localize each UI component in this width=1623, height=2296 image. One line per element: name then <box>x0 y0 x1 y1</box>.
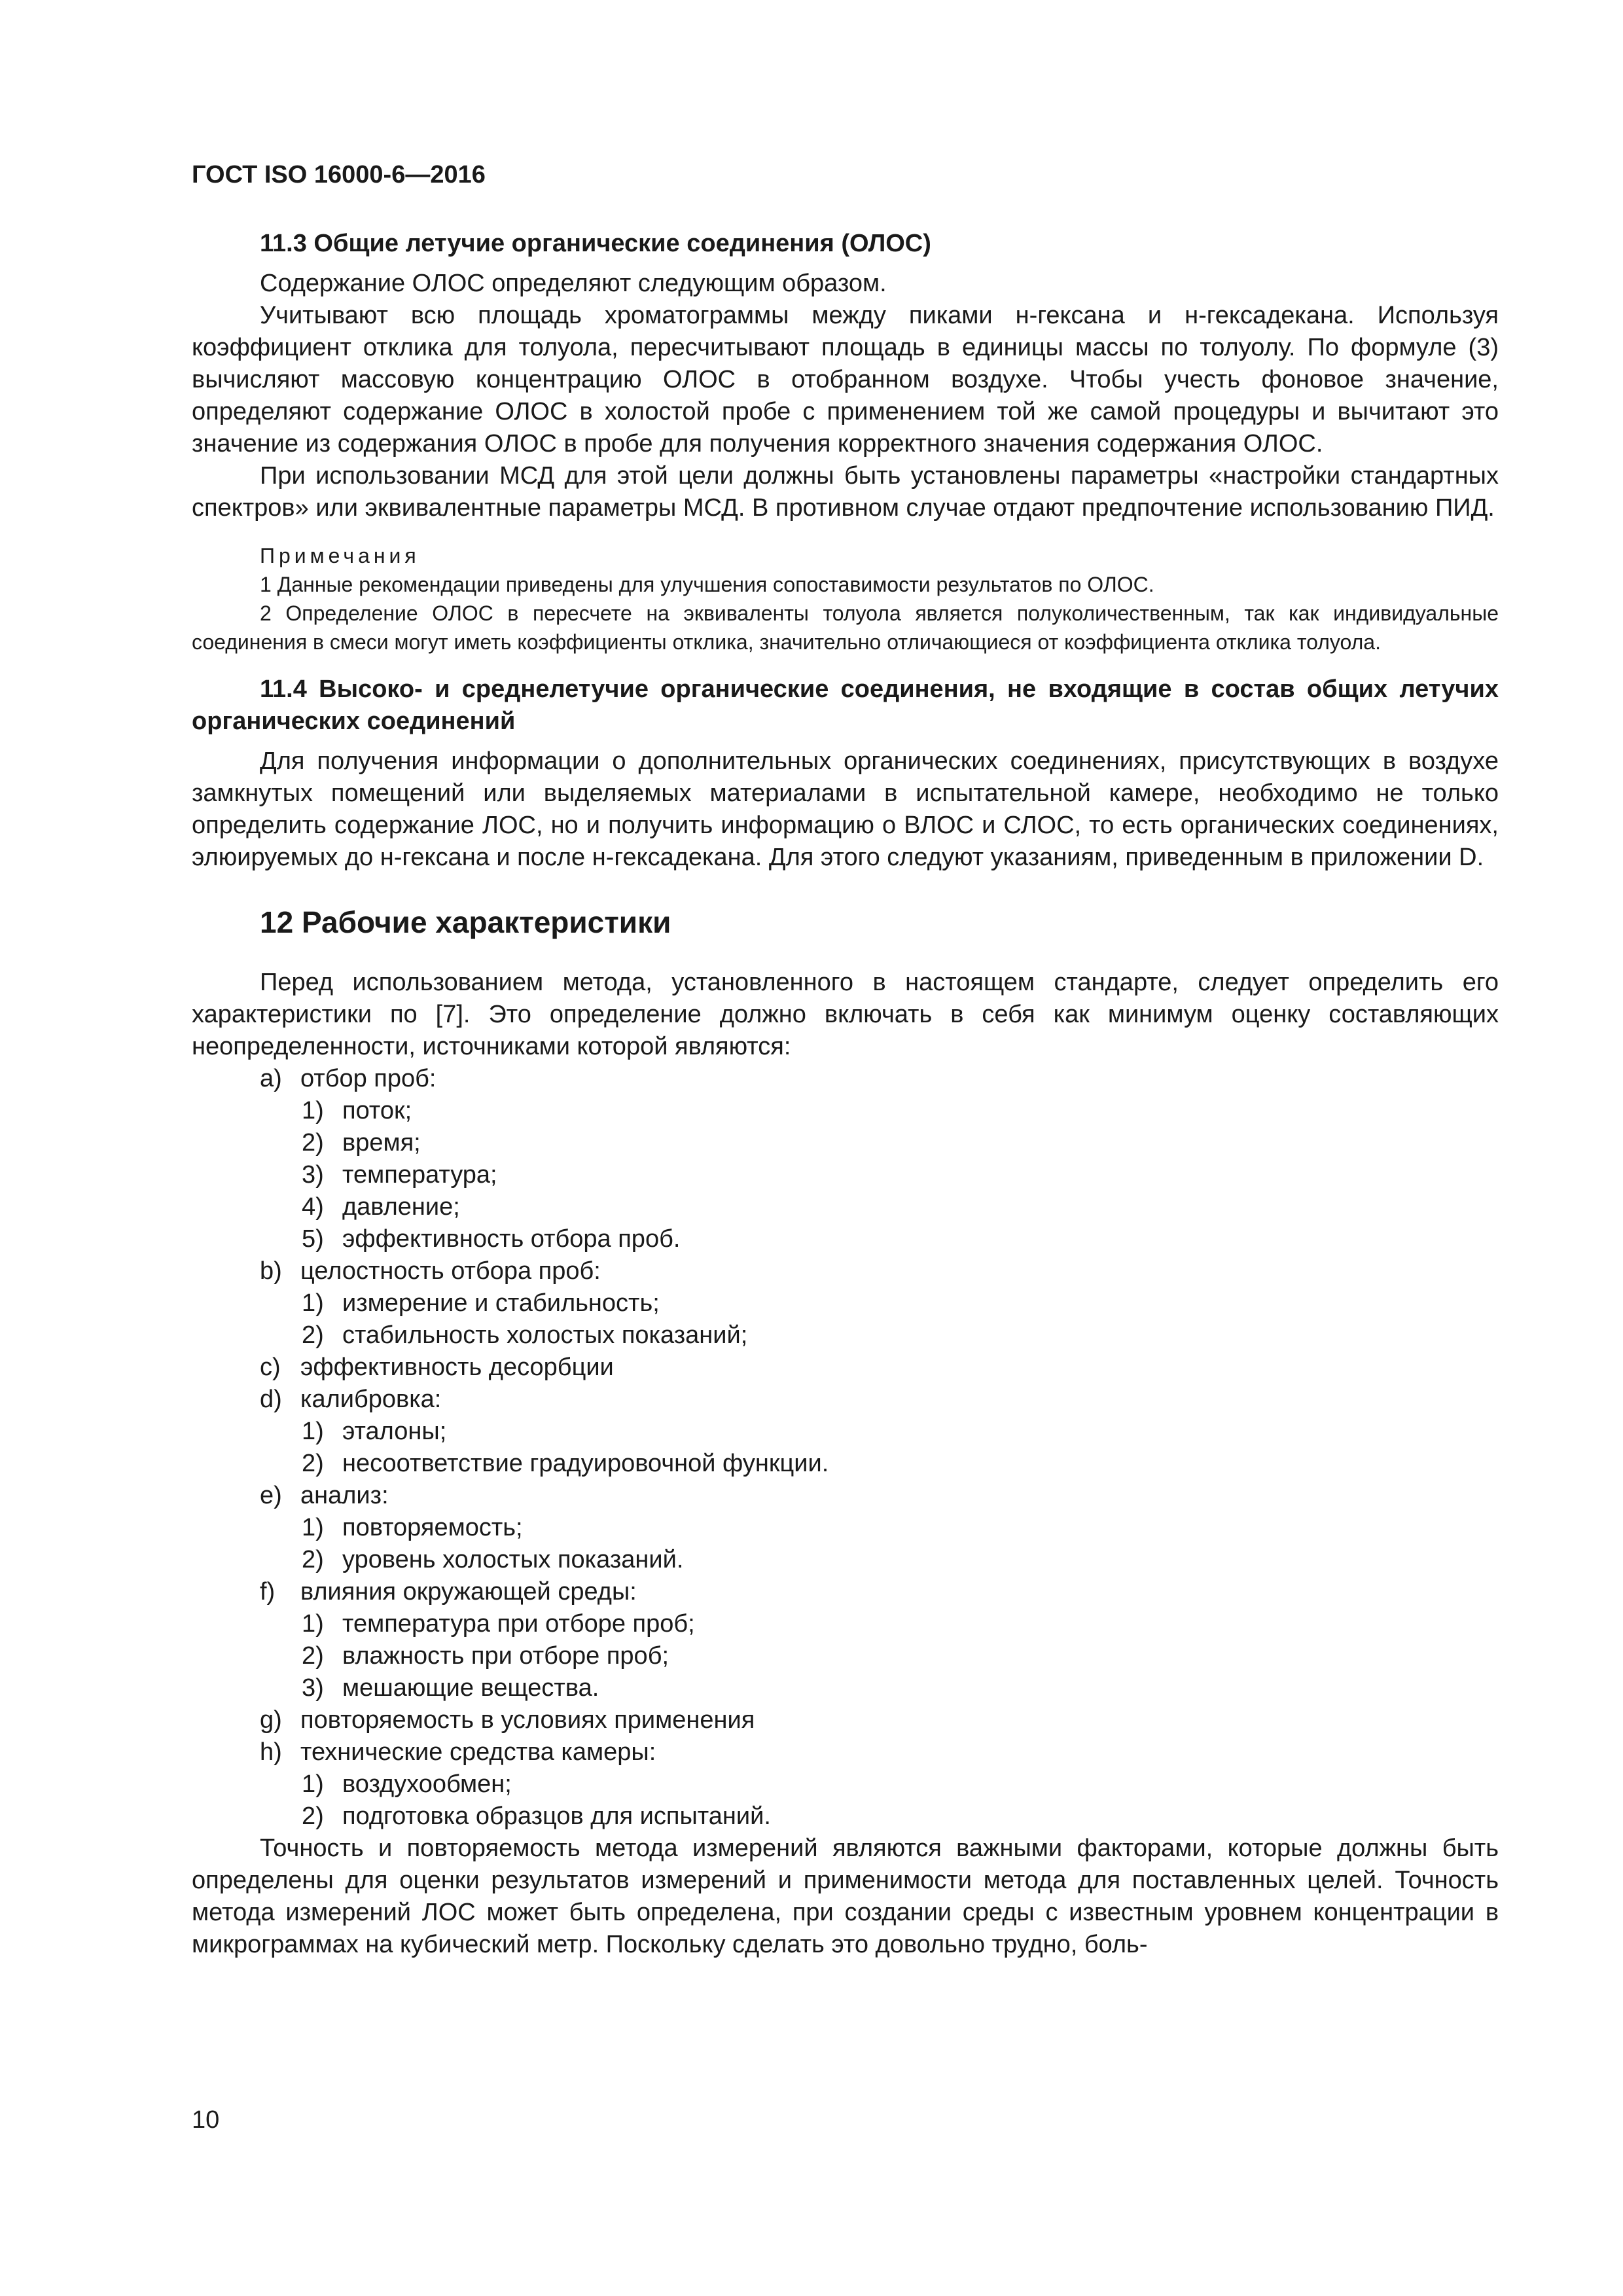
sub-list-item-text: температура при отборе проб; <box>342 1610 695 1638</box>
sub-list-item <box>192 1672 1499 1704</box>
section-11-3-paragraph-2: Учитывают всю площадь хроматограммы между пиками н-гексана и н-гексадекана. Используя коэффициент отклика для толуола, пересчитывают площадь в единицы массы по толуолу. По формуле (3) вычисляют массовую концентрацию ОЛОС в отобранном воздухе. Чтобы учесть фоновое значение, определяют содержание ОЛОС в холостой пробе с применением той же самой процедуры и вычитают это значение из содержания ОЛОС в пробе для получения корректного значения содержания ОЛОС. <box>192 302 1499 457</box>
list-item-text: повторяемость в условиях применения <box>300 1706 755 1734</box>
sub-list-item-marker: 2) <box>302 1321 324 1349</box>
sub-list-item-text: температура; <box>342 1161 497 1189</box>
sub-list-item <box>192 1416 1499 1448</box>
sub-list-item <box>192 1223 1499 1255</box>
list-item-text: технические средства камеры: <box>300 1738 656 1766</box>
sub-list-item <box>192 1319 1499 1352</box>
list-item <box>192 1576 1499 1608</box>
sub-list-item-text: эффективность отбора проб. <box>342 1225 681 1253</box>
list-item-marker: f) <box>260 1578 276 1605</box>
list-item-text: калибровка: <box>300 1386 442 1413</box>
sub-list-item <box>192 1287 1499 1319</box>
requirements-list <box>192 1063 1499 1833</box>
sub-list-item <box>192 1191 1499 1223</box>
list-item-marker: g) <box>260 1706 282 1734</box>
notes-heading: Примечания <box>260 544 420 567</box>
sub-list-item-marker: 2) <box>302 1129 324 1157</box>
sub-list-item-marker: 1) <box>302 1289 324 1317</box>
sub-list-item <box>192 1159 1499 1191</box>
list-item <box>192 1352 1499 1384</box>
sub-list-item-text: стабильность холостых показаний; <box>342 1321 748 1349</box>
section-11-3-title: 11.3 Общие летучие органические соединения (ОЛОС) <box>260 230 931 257</box>
sub-list-item-marker: 2) <box>302 1450 324 1477</box>
section-12-intro: Перед использованием метода, установленного в настоящем стандарте, следует определить его характеристики по [7]. Это определение должно включать в себя как минимум оценку составляющих неопределенности, источниками которой являются: <box>192 969 1499 1060</box>
section-11-4-title: 11.4 Высоко- и среднелетучие органические соединения, не входящие в состав общих летучих органических соединений <box>192 675 1499 735</box>
sub-list-item <box>192 1608 1499 1640</box>
list-item-marker: a) <box>260 1065 282 1092</box>
list-item <box>192 1063 1499 1095</box>
sub-list-item-text: подготовка образцов для испытаний. <box>342 1803 771 1830</box>
list-item <box>192 1480 1499 1512</box>
document-header: ГОСТ ISO 16000-6—2016 <box>192 161 486 188</box>
sub-list-item <box>192 1640 1499 1672</box>
notes-block <box>192 541 1499 656</box>
sub-list-item <box>192 1127 1499 1159</box>
sub-list-item-marker: 3) <box>302 1674 324 1702</box>
list-item-marker: b) <box>260 1257 282 1285</box>
sub-list-item <box>192 1544 1499 1576</box>
section-12-title: 12 Рабочие характеристики <box>260 905 671 939</box>
sub-list-item-text: несоответствие градуировочной функции. <box>342 1450 829 1477</box>
page-number: 10 <box>192 2106 220 2134</box>
sub-list-item <box>192 1768 1499 1801</box>
sub-list-item-text: уровень холостых показаний. <box>342 1546 684 1573</box>
sub-list-item-text: измерение и стабильность; <box>342 1289 660 1317</box>
sub-list-item-marker: 5) <box>302 1225 324 1253</box>
sub-list-item-marker: 1) <box>302 1097 324 1124</box>
sub-list-item <box>192 1512 1499 1544</box>
sub-list-item-text: влажность при отборе проб; <box>342 1642 669 1670</box>
list-item-marker: e) <box>260 1482 282 1509</box>
sub-list-item-text: мешающие вещества. <box>342 1674 599 1702</box>
list-item-marker: h) <box>260 1738 282 1766</box>
sub-list-item-marker: 2) <box>302 1546 324 1573</box>
list-item <box>192 1736 1499 1768</box>
sub-list-item <box>192 1095 1499 1127</box>
sub-list-item-marker: 3) <box>302 1161 324 1189</box>
list-item-text: анализ: <box>300 1482 389 1509</box>
section-11-3-paragraph-3: При использовании МСД для этой цели должны быть установлены параметры «настройки стандартных спектров» или эквивалентные параметры МСД. В противном случае отдают предпочтение использованию ПИД. <box>192 462 1499 522</box>
sub-list-item-text: воздухообмен; <box>342 1770 512 1798</box>
list-item-text: эффективность десорбции <box>300 1354 614 1381</box>
sub-list-item-marker: 1) <box>302 1514 324 1541</box>
list-item <box>192 1384 1499 1416</box>
sub-list-item-text: повторяемость; <box>342 1514 523 1541</box>
sub-list-item-marker: 1) <box>302 1418 324 1445</box>
sub-list-item-marker: 2) <box>302 1642 324 1670</box>
section-11-4-paragraph-1: Для получения информации о дополнительных органических соединениях, присутствующих в воздухе замкнутых помещений или выделяемых материалами в испытательной камере, необходимо не только определить содержание ЛОС, но и получить информацию о ВЛОС и СЛОС, то есть органических соединениях, элюируемых до н-гексана и после н-гексадекана. Для этого следуют указаниям, приведенным в приложении D. <box>192 747 1499 871</box>
sub-list-item-marker: 2) <box>302 1803 324 1830</box>
list-item <box>192 1255 1499 1287</box>
sub-list-item-text: поток; <box>342 1097 412 1124</box>
list-item-marker: c) <box>260 1354 281 1381</box>
section-11-3-paragraph-1: Содержание ОЛОС определяют следующим образом. <box>260 270 887 297</box>
list-item-text: целостность отбора проб: <box>300 1257 601 1285</box>
sub-list-item <box>192 1448 1499 1480</box>
list-item <box>192 1704 1499 1736</box>
sub-list-item <box>192 1801 1499 1833</box>
sub-list-item-text: давление; <box>342 1193 460 1221</box>
sub-list-item-text: эталоны; <box>342 1418 447 1445</box>
list-item-text: влияния окружающей среды: <box>300 1578 637 1605</box>
sub-list-item-marker: 1) <box>302 1770 324 1798</box>
sub-list-item-text: время; <box>342 1129 421 1157</box>
sub-list-item-marker: 4) <box>302 1193 324 1221</box>
document-body <box>192 228 1499 1961</box>
note-2: 2 Определение ОЛОС в пересчете на эквиваленты толуола является полуколичественным, так как индивидуальные соединения в смеси могут иметь коэффициенты отклика, значительно отличающиеся от коэффициента отклика толуола. <box>192 601 1499 654</box>
section-12-outro: Точность и повторяемость метода измерений являются важными факторами, которые должны быть определены для оценки результатов измерений и применимости метода для поставленных целей. Точность метода измерений ЛОС может быть определена, при создании среды с известным уровнем концентрации в микрограммах на кубический метр. Поскольку сделать это довольно трудно, боль- <box>192 1835 1499 1958</box>
sub-list-item-marker: 1) <box>302 1610 324 1638</box>
list-item-marker: d) <box>260 1386 282 1413</box>
note-1: 1 Данные рекомендации приведены для улучшения сопоставимости результатов по ОЛОС. <box>260 573 1154 596</box>
list-item-text: отбор проб: <box>300 1065 437 1092</box>
